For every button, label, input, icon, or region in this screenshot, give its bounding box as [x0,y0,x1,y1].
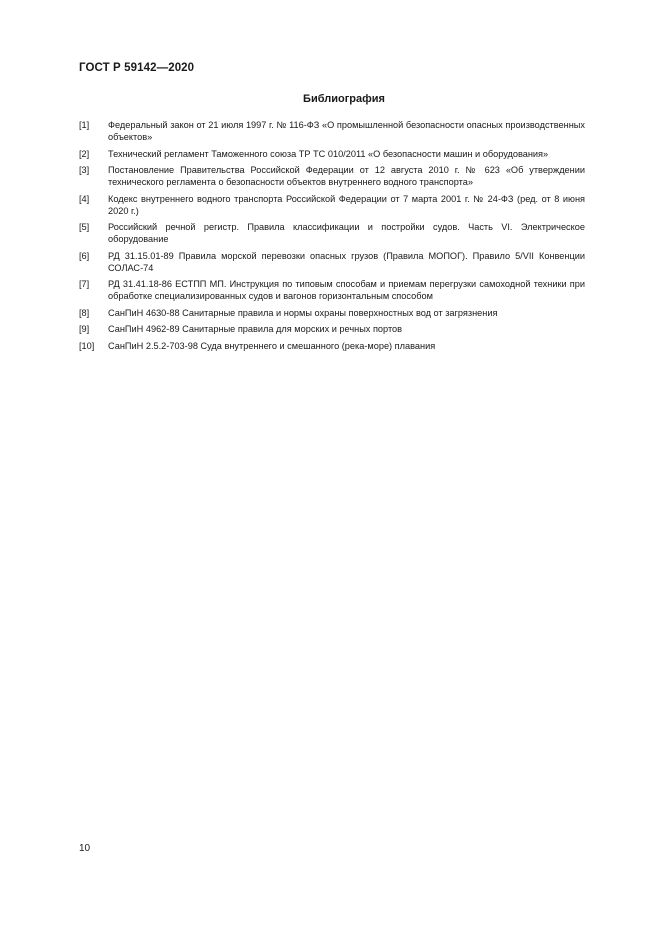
entry-text: СанПиН 4962-89 Санитарные правила для морских и речных портов [108,324,403,334]
bibliography-entry [79,221,585,245]
bibliography-entry [79,119,585,143]
entry-number: [4] [79,193,90,204]
entry-number: [1] [79,120,90,130]
document-code: ГОСТ Р 59142—2020 [79,62,195,74]
entry-number: [7] [79,279,90,289]
bibliography-entry [79,148,585,160]
entry-number: [2] [79,148,90,159]
page-number: 10 [79,843,91,854]
entry-text: Кодекс внутреннего водного транспорта Российской Федерации от 7 марта 2001 г. № 24-ФЗ (ред. от 8 июня 2020 г.) [108,193,585,216]
bibliography-entry [79,340,585,352]
section-title: Библиография [303,93,385,105]
entry-text: РД 31.15.01-89 Правила морской перевозки опасных грузов (Правила МОПОГ). Правило 5/VII Конвенции СОЛАС-74 [108,250,585,273]
bibliography-entry [79,250,585,274]
bibliography-entry [79,323,585,335]
bibliography-list [79,119,585,356]
entry-number: [8] [79,307,90,318]
entry-number: [6] [79,250,90,261]
entry-text: РД 31.41.18-86 ЕСТПП МП. Инструкция по типовым способам и приемам перегрузки самоходной техники при обработке специализированных судов и вагонов горизонтальным способом [108,279,585,301]
entry-text: Технический регламент Таможенного союза ТР ТС 010/2011 «О безопасности машин и оборудования» [108,148,549,159]
entry-text: СанПиН 4630-88 Санитарные правила и нормы охраны поверхностных вод от загрязнения [108,307,498,318]
entry-number: [5] [79,222,90,232]
entry-text: Постановление Правительства Российской Федерации от 12 августа 2010 г. № 623 «Об утверждении технического регламента о безопасности объектов внутреннего водного транспорта» [108,165,585,187]
bibliography-entry [79,278,585,302]
bibliography-entry [79,164,585,188]
bibliography-entry [79,307,585,319]
entry-number: [9] [79,324,90,334]
entry-text: СанПиН 2.5.2-703-98 Суда внутреннего и смешанного (река-море) плавания [108,340,436,351]
entry-number: [3] [79,165,90,175]
entry-text: Федеральный закон от 21 июля 1997 г. № 116-ФЗ «О промышленной безопасности опасных производственных объектов» [108,120,585,142]
entry-number: [10] [79,340,95,351]
bibliography-entry [79,193,585,217]
entry-text: Российский речной регистр. Правила классификации и постройки судов. Часть VI. Электрическое оборудование [108,222,585,244]
